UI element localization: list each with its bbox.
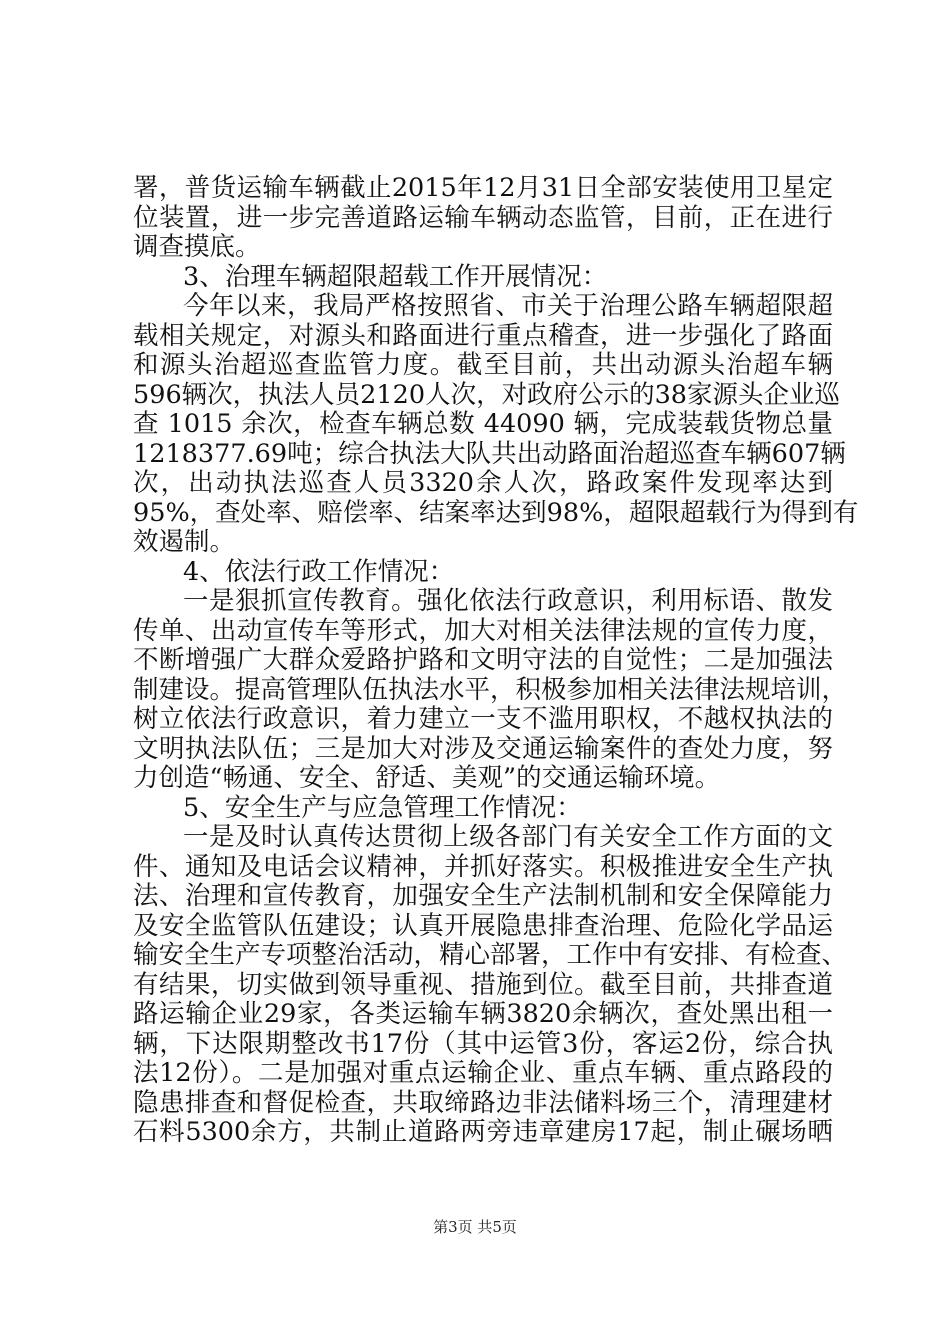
text-line: 制建设。提高管理队伍执法水平，积极参加相关法律法规培训，: [133, 674, 848, 705]
text-line: 4、依法行政工作情况：: [183, 556, 455, 587]
text-line: 石料5300余方，共制止道路两旁违章建房17起，制止碾场晒: [133, 1117, 833, 1147]
text-line: 和源头治超巡查监管力度。截至目前，共出动源头治超车辆: [133, 350, 833, 380]
text-line: 效遏制。: [133, 527, 236, 557]
text-line: 输安全生产专项整治活动，精心部署，工作中有安排、有检查、: [133, 940, 848, 970]
text-line: 不断增强广大群众爱路护路和文明守法的自觉性；二是加强法: [133, 645, 833, 675]
text-line: 法12份）。二是加强对重点运输企业、重点车辆、重点路段的: [133, 1058, 833, 1088]
text-line: 力创造“畅通、安全、舒适、美观”的交通运输环境。: [133, 763, 721, 793]
text-line: 今年以来，我局严格按照省、市关于治理公路车辆超限超: [183, 291, 833, 321]
text-line: 95%，查处率、赔偿率、结案率达到98%，超限超载行为得到有: [133, 497, 859, 528]
text-line: 辆，下达限期整改书17份（其中运管3份，客运2份，综合执: [133, 1028, 833, 1059]
document-body: [133, 173, 859, 1148]
text-line: 载相关规定，对源头和路面进行重点稽查，进一步强化了路面: [133, 320, 833, 351]
text-line: 查 1015 余次，检查车辆总数 44090 辆，完成装载货物总量: [133, 409, 833, 439]
text-line: 1218377.69吨；综合执法大队共出动路面治超巡查车辆607辆: [133, 438, 846, 469]
text-line: 传单、出动宣传车等形式，加大对相关法律法规的宣传力度，: [133, 615, 833, 646]
text-line: 件、通知及电话会议精神，并抓好落实。积极推进安全生产执: [133, 851, 833, 882]
page-footer: [0, 1216, 950, 1237]
text-line: 署，普货运输车辆截止2015年12月31日全部安装使用卫星定: [133, 173, 833, 203]
text-line: 次，出动执法巡查人员3320余人次，路政案件发现率达到: [133, 468, 833, 498]
text-line: 隐患排查和督促检查，共取缔路边非法储料场三个，清理建材: [133, 1087, 833, 1118]
text-line: 调查摸底。: [133, 232, 261, 262]
text-line: 一是及时认真传达贯彻上级各部门有关安全工作方面的文: [183, 822, 833, 852]
text-line: 5、安全生产与应急管理工作情况：: [183, 792, 582, 823]
page-number-indicator: 第3页 共5页: [433, 1218, 517, 1236]
text-line: 及安全监管队伍建设；认真开展隐患排查治理、危险化学品运: [133, 910, 833, 941]
text-line: 有结果，切实做到领导重视、措施到位。截至目前，共排查道: [133, 969, 833, 1000]
text-line: 文明执法队伍；三是加大对涉及交通运输案件的查处力度，努: [133, 733, 833, 764]
text-line: 一是狠抓宣传教育。强化依法行政意识，利用标语、散发: [183, 586, 833, 616]
text-line: 路运输企业29家，各类运输车辆3820余辆次，查处黑出租一: [133, 999, 833, 1029]
text-line: 位装置，进一步完善道路运输车辆动态监管，目前，正在进行: [133, 202, 833, 233]
text-line: 法、治理和宣传教育，加强安全生产法制机制和安全保障能力: [133, 881, 833, 911]
text-line: 3、治理车辆超限超载工作开展情况：: [183, 261, 608, 292]
text-line: 树立依法行政意识，着力建立一支不滥用职权，不越权执法的: [133, 704, 833, 734]
text-line: 596辆次，执法人员2120人次，对政府公示的38家源头企业巡: [133, 379, 841, 410]
